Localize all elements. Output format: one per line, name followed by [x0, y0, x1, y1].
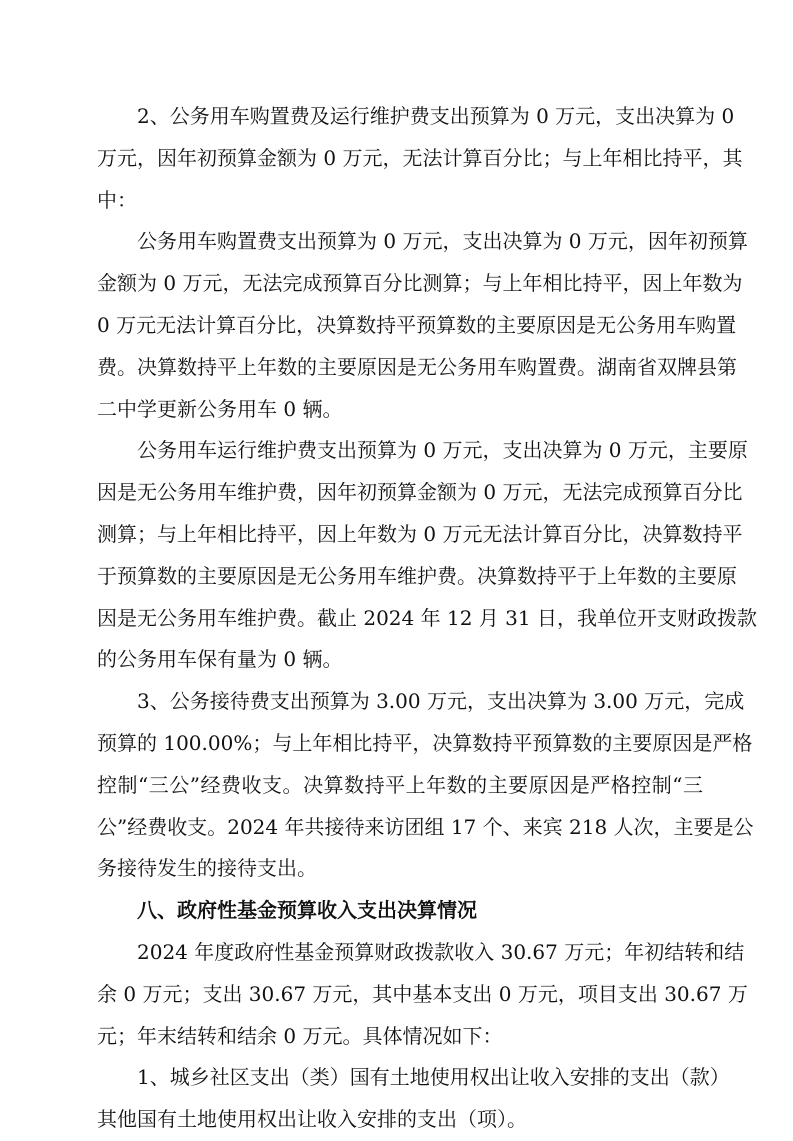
document-page — [97, 96, 757, 1141]
text-line: 中： — [97, 187, 137, 212]
text-line: 八、政府性基金预算收入支出决算情况 — [137, 898, 477, 923]
text-line: 因是无公务用车维护费。截止 2024 年 12 月 31 日，我单位开支财政拨款 — [97, 605, 757, 630]
text-line: 测算；与上年相比持平，因上年数为 0 万元无法计算百分比，决算数持平 — [97, 521, 743, 546]
paragraph — [97, 1057, 730, 1141]
text-line: 3、公务接待费支出预算为 3.00 万元，支出决算为 3.00 万元，完成 — [137, 689, 745, 714]
paragraph — [97, 681, 754, 890]
text-line: 务接待发生的接待支出。 — [97, 856, 317, 881]
text-line: 2、公务用车购置费及运行维护费支出预算为 0 万元，支出决算为 0 — [137, 104, 735, 128]
text-line: 控制“三公”经费收支。决算数持平上年数的主要原因是严格控制“三 — [97, 772, 703, 797]
paragraph — [97, 221, 748, 430]
text-line: 公务用车购置费支出预算为 0 万元，支出决算为 0 万元，因年初预算 — [137, 229, 748, 254]
text-line: 万元，因年初预算金额为 0 万元，无法计算百分比；与上年相比持平，其 — [97, 145, 743, 170]
text-line: 公务用车运行维护费支出预算为 0 万元，支出决算为 0 万元，主要原 — [137, 438, 748, 463]
text-line: 金额为 0 万元，无法完成预算百分比测算；与上年相比持平，因上年数为 — [97, 271, 743, 296]
text-line: 预算的 100.00%；与上年相比持平，决算数持平预算数的主要原因是严格 — [97, 730, 753, 755]
paragraph — [97, 932, 748, 1057]
text-line: 费。决算数持平上年数的主要原因是无公务用车购置费。湖南省双牌县第 — [97, 354, 737, 379]
paragraph — [97, 96, 743, 221]
paragraph — [97, 430, 757, 681]
text-line: 公”经费收支。2024 年共接待来访团组 17 个、来宾 218 人次，主要是公 — [97, 814, 754, 839]
text-line: 因是无公务用车维护费，因年初预算金额为 0 万元，无法完成预算百分比 — [97, 480, 743, 505]
text-line: 的公务用车保有量为 0 辆。 — [97, 647, 343, 672]
text-line: 1、城乡社区支出（类）国有土地使用权出让收入安排的支出（款） — [137, 1065, 730, 1090]
text-line: 0 万元无法计算百分比，决算数持平预算数的主要原因是无公务用车购置 — [97, 312, 737, 337]
text-line: 其他国有土地使用权出让收入安排的支出（项）。 — [97, 1107, 527, 1132]
text-line: 二中学更新公务用车 0 辆。 — [97, 396, 343, 421]
text-line: 元；年末结转和结余 0 万元。具体情况如下： — [97, 1023, 503, 1048]
text-line: 余 0 万元；支出 30.67 万元，其中基本支出 0 万元，项目支出 30.67 万 — [97, 981, 748, 1006]
text-line: 2024 年度政府性基金预算财政拨款收入 30.67 万元；年初结转和结 — [137, 939, 745, 964]
text-line: 于预算数的主要原因是无公务用车维护费。决算数持平于上年数的主要原 — [97, 563, 737, 588]
section-heading — [97, 890, 703, 932]
